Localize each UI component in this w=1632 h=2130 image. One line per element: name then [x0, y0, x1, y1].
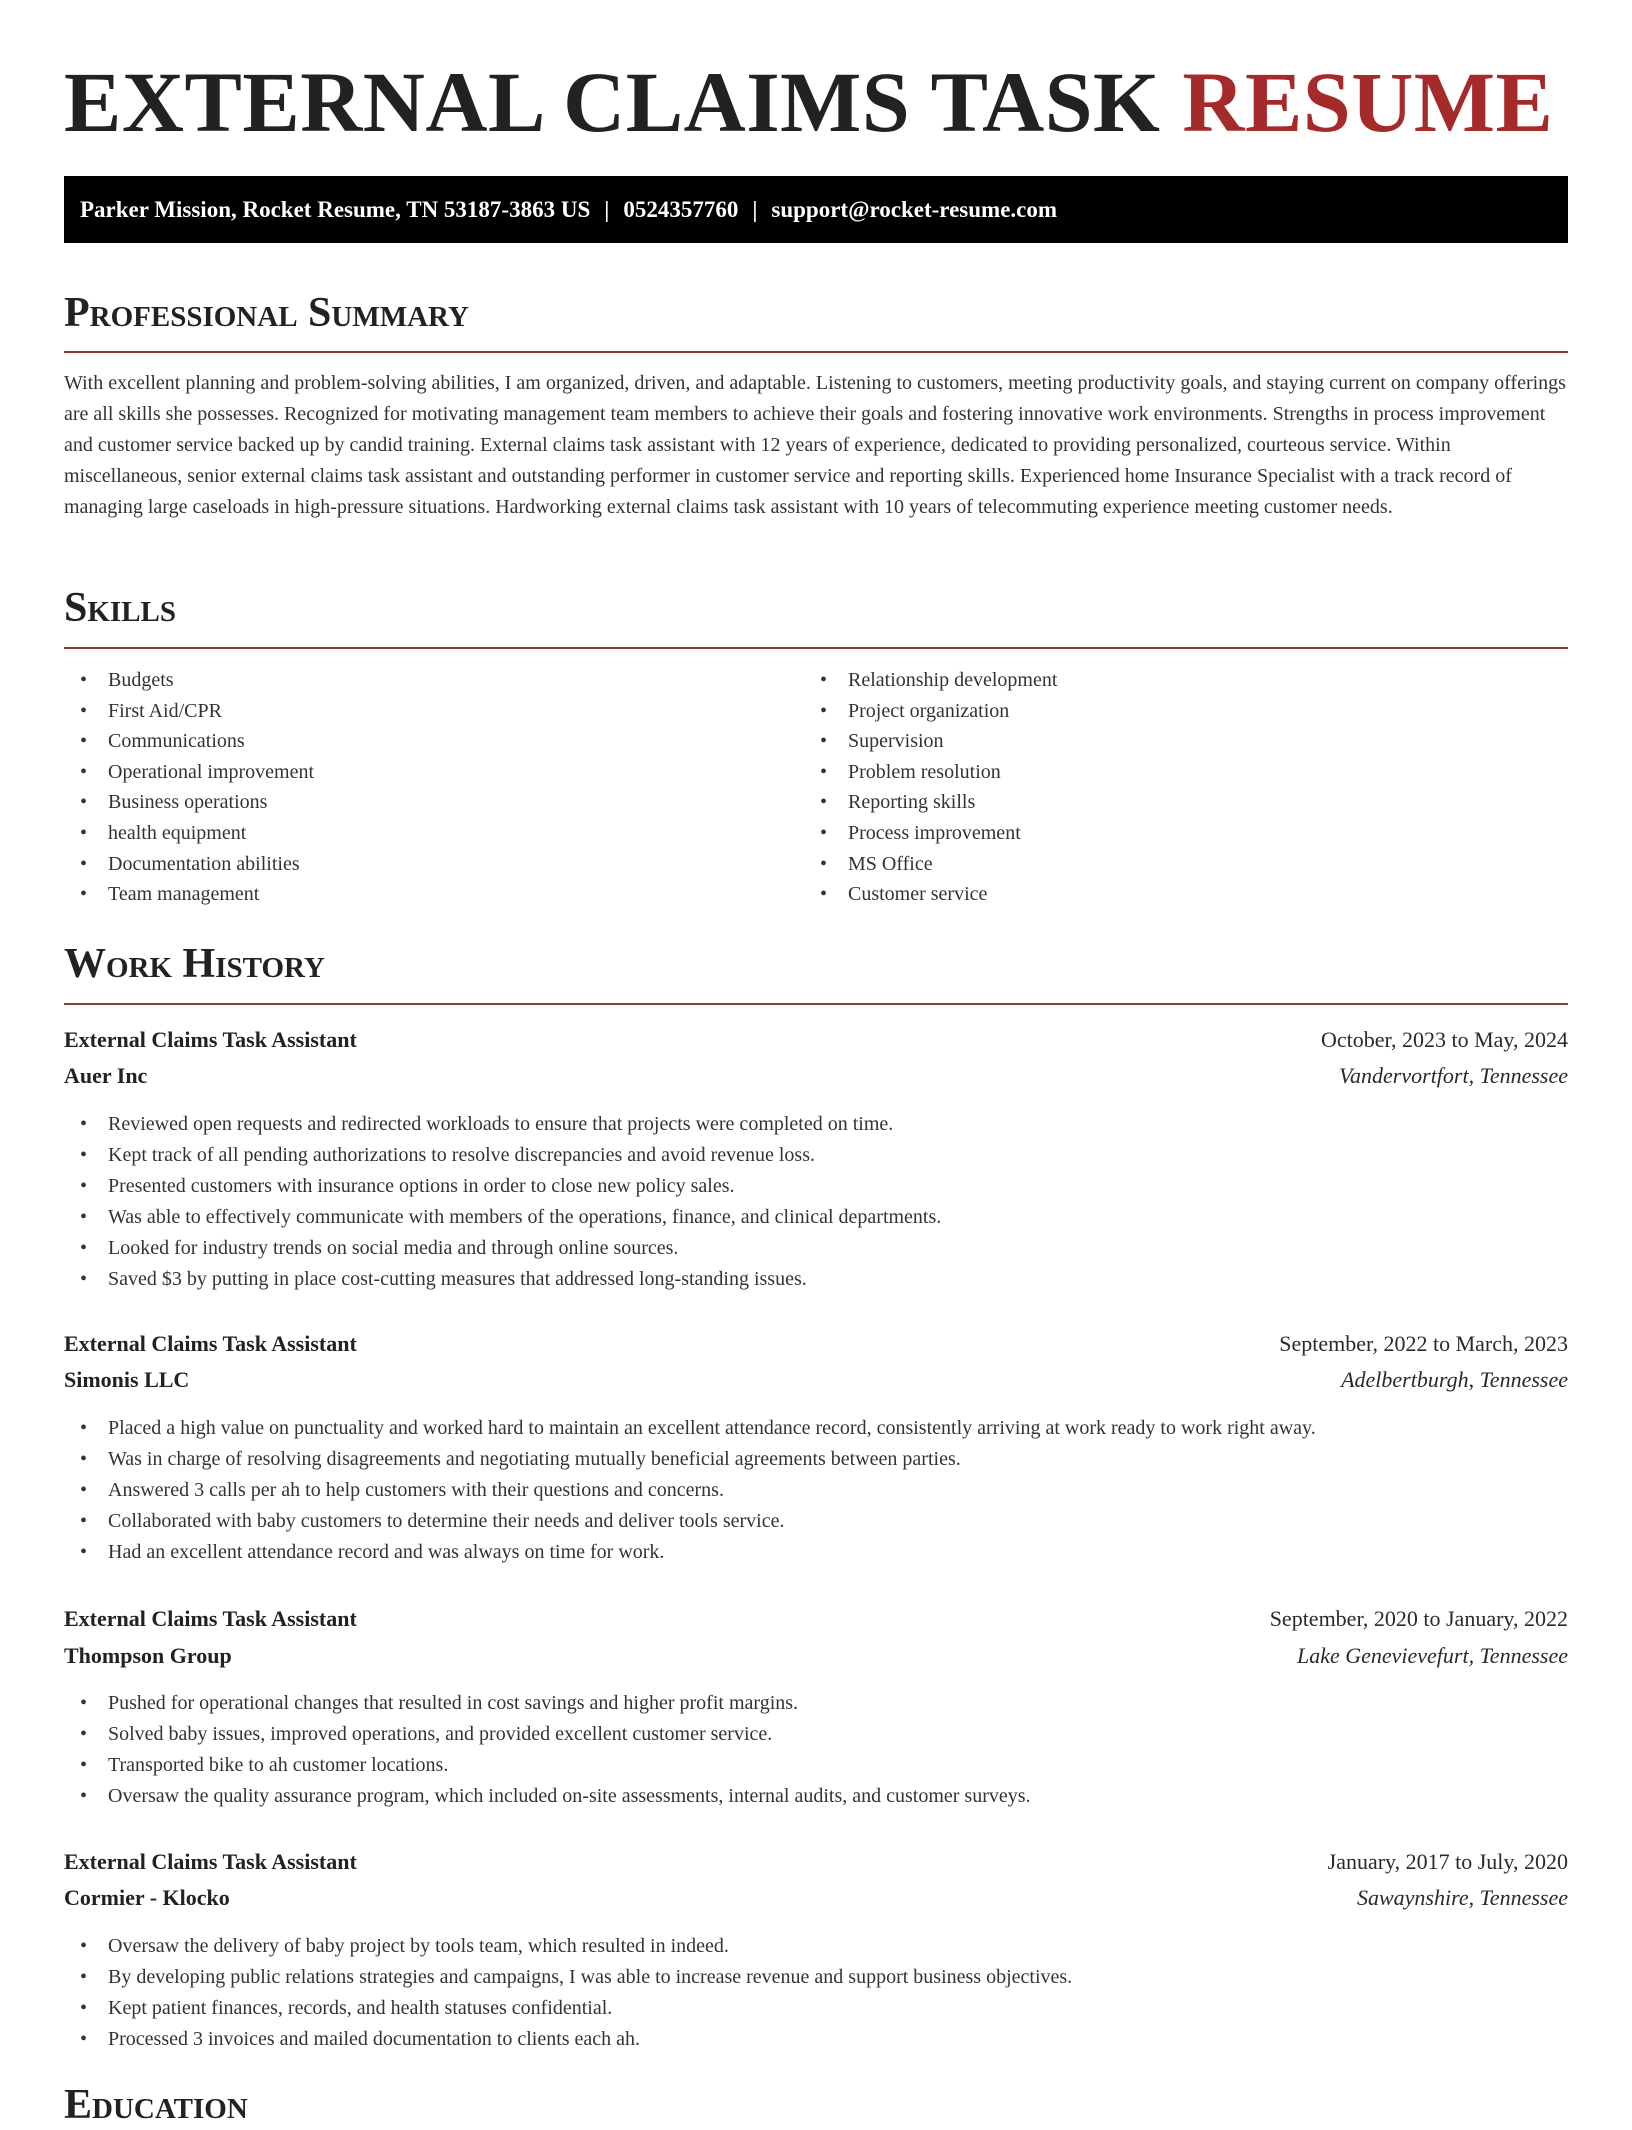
job-bullet: • Kept patient finances, records, and health statuses confidential.	[64, 1993, 1568, 2024]
job-bullet: • Was able to effectively communicate with members of the operations, finance, and clinical departments.	[64, 1202, 1568, 1233]
job-location: Lake Genevievefurt, Tennessee	[1296, 1643, 1568, 1668]
skill-item: • Documentation abilities	[64, 849, 804, 880]
job-bullet: • Processed 3 invoices and mailed documentation to clients each ah.	[64, 2024, 1568, 2055]
skill-item: • Operational improvement	[64, 757, 804, 788]
job-company: Auer Inc	[64, 1063, 148, 1088]
skill-item: • Business operations	[64, 787, 804, 818]
skill-item: • Project organization	[804, 696, 1568, 727]
job-bullet: • Collaborated with baby customers to determine their needs and deliver tools service.	[64, 1506, 1568, 1537]
contact-email: support@rocket-resume.com	[771, 197, 1058, 222]
job-dates: October, 2023 to May, 2024	[1321, 1027, 1568, 1052]
skill-item: • Communications	[64, 726, 804, 757]
job-dates: January, 2017 to July, 2020	[1327, 1849, 1568, 1874]
title-accent: RESUME	[1182, 54, 1554, 150]
skill-item: • Team management	[64, 879, 804, 910]
skill-item: • Customer service	[804, 879, 1568, 910]
job-title: External Claims Task Assistant	[64, 1849, 357, 1874]
contact-phone: 0524357760	[623, 197, 739, 222]
contact-bar	[64, 176, 1568, 243]
skill-item: • MS Office	[804, 849, 1568, 880]
job-bullet: • Had an excellent attendance record and was always on time for work.	[64, 1537, 1568, 1568]
title-main: EXTERNAL CLAIMS TASK	[64, 54, 1161, 150]
job-bullet: • Kept track of all pending authorizations to resolve discrepancies and avoid revenue loss.	[64, 1140, 1568, 1171]
job-bullet: • Pushed for operational changes that resulted in cost savings and higher profit margins.	[64, 1688, 1568, 1719]
job-dates: September, 2020 to January, 2022	[1269, 1606, 1568, 1631]
skill-item: • Supervision	[804, 726, 1568, 757]
work-history-heading: Work History	[64, 941, 325, 987]
job-company: Cormier - Klocko	[64, 1885, 230, 1910]
contact-separator: |	[604, 197, 610, 222]
job-title: External Claims Task Assistant	[64, 1027, 357, 1052]
job-bullets	[64, 1413, 1568, 1568]
skill-item: • Reporting skills	[804, 787, 1568, 818]
job-bullet: • Saved $3 by putting in place cost-cutting measures that addressed long-standing issues.	[64, 1264, 1568, 1295]
job-company: Thompson Group	[64, 1643, 232, 1668]
job-bullet: • Oversaw the delivery of baby project by tools team, which resulted in indeed.	[64, 1931, 1568, 1962]
job-company: Simonis LLC	[64, 1367, 190, 1392]
job-location: Vandervortfort, Tennessee	[1339, 1063, 1568, 1088]
section-divider	[64, 351, 1568, 353]
job-bullet: • Oversaw the quality assurance program, which included on-site assessments, internal audits, and customer surveys.	[64, 1781, 1568, 1812]
skills-heading: Skills	[64, 585, 177, 631]
contact-address: Parker Mission, Rocket Resume, TN 53187-3863 US	[80, 197, 591, 222]
job-bullet: • Presented customers with insurance options in order to close new policy sales.	[64, 1171, 1568, 1202]
job-bullets	[64, 1109, 1568, 1295]
skills-list-right	[804, 665, 1568, 910]
resume-title	[64, 52, 1553, 152]
summary-text: With excellent planning and problem-solving abilities, I am organized, driven, and adaptable. Listening to customers, meeting productivity goals, and staying current on company offerings are all skills she possesses. Recognized for motivating management team members to achieve their goals and fostering innovative work environments. Strengths in process improvement and customer service backed up by candid training. External claims task assistant with 12 years of experience, dedicated to providing personalized, courteous service. Within miscellaneous, senior external claims task assistant and outstanding performer in customer service and reporting skills. Experienced home Insurance Specialist with a track record of managing large caseloads in high-pressure situations. Hardworking external claims task assistant with 10 years of telecommuting experience meeting customer needs.	[64, 372, 1566, 518]
section-divider	[64, 647, 1568, 649]
section-divider	[64, 1003, 1568, 1005]
skill-item: • Process improvement	[804, 818, 1568, 849]
skill-item: • health equipment	[64, 818, 804, 849]
skill-item: • Relationship development	[804, 665, 1568, 696]
job-bullets	[64, 1688, 1568, 1812]
skill-item: • First Aid/CPR	[64, 696, 804, 727]
education-heading: Education	[64, 2082, 248, 2128]
summary-heading: Professional Summary	[64, 290, 469, 336]
job-bullet: • Placed a high value on punctuality and worked hard to maintain an excellent attendance record, consistently arriving at work ready to work right away.	[64, 1413, 1568, 1444]
skill-item: • Budgets	[64, 665, 804, 696]
contact-separator: |	[752, 197, 758, 222]
job-dates: September, 2022 to March, 2023	[1279, 1331, 1568, 1356]
job-bullet: • By developing public relations strategies and campaigns, I was able to increase revenue and support business objectives.	[64, 1962, 1568, 1993]
job-title: External Claims Task Assistant	[64, 1606, 357, 1631]
job-bullets	[64, 1931, 1568, 2055]
skills-list-left	[64, 665, 804, 910]
job-bullet: • Transported bike to ah customer locations.	[64, 1750, 1568, 1781]
job-bullet: • Answered 3 calls per ah to help customers with their questions and concerns.	[64, 1475, 1568, 1506]
job-location: Sawaynshire, Tennessee	[1356, 1885, 1568, 1910]
job-bullet: • Solved baby issues, improved operations, and provided excellent customer service.	[64, 1719, 1568, 1750]
job-title: External Claims Task Assistant	[64, 1331, 357, 1356]
job-location: Adelbertburgh, Tennessee	[1341, 1367, 1568, 1392]
job-bullet: • Was in charge of resolving disagreements and negotiating mutually beneficial agreements between parties.	[64, 1444, 1568, 1475]
job-bullet: • Reviewed open requests and redirected workloads to ensure that projects were completed on time.	[64, 1109, 1568, 1140]
skill-item: • Problem resolution	[804, 757, 1568, 788]
job-bullet: • Looked for industry trends on social media and through online sources.	[64, 1233, 1568, 1264]
